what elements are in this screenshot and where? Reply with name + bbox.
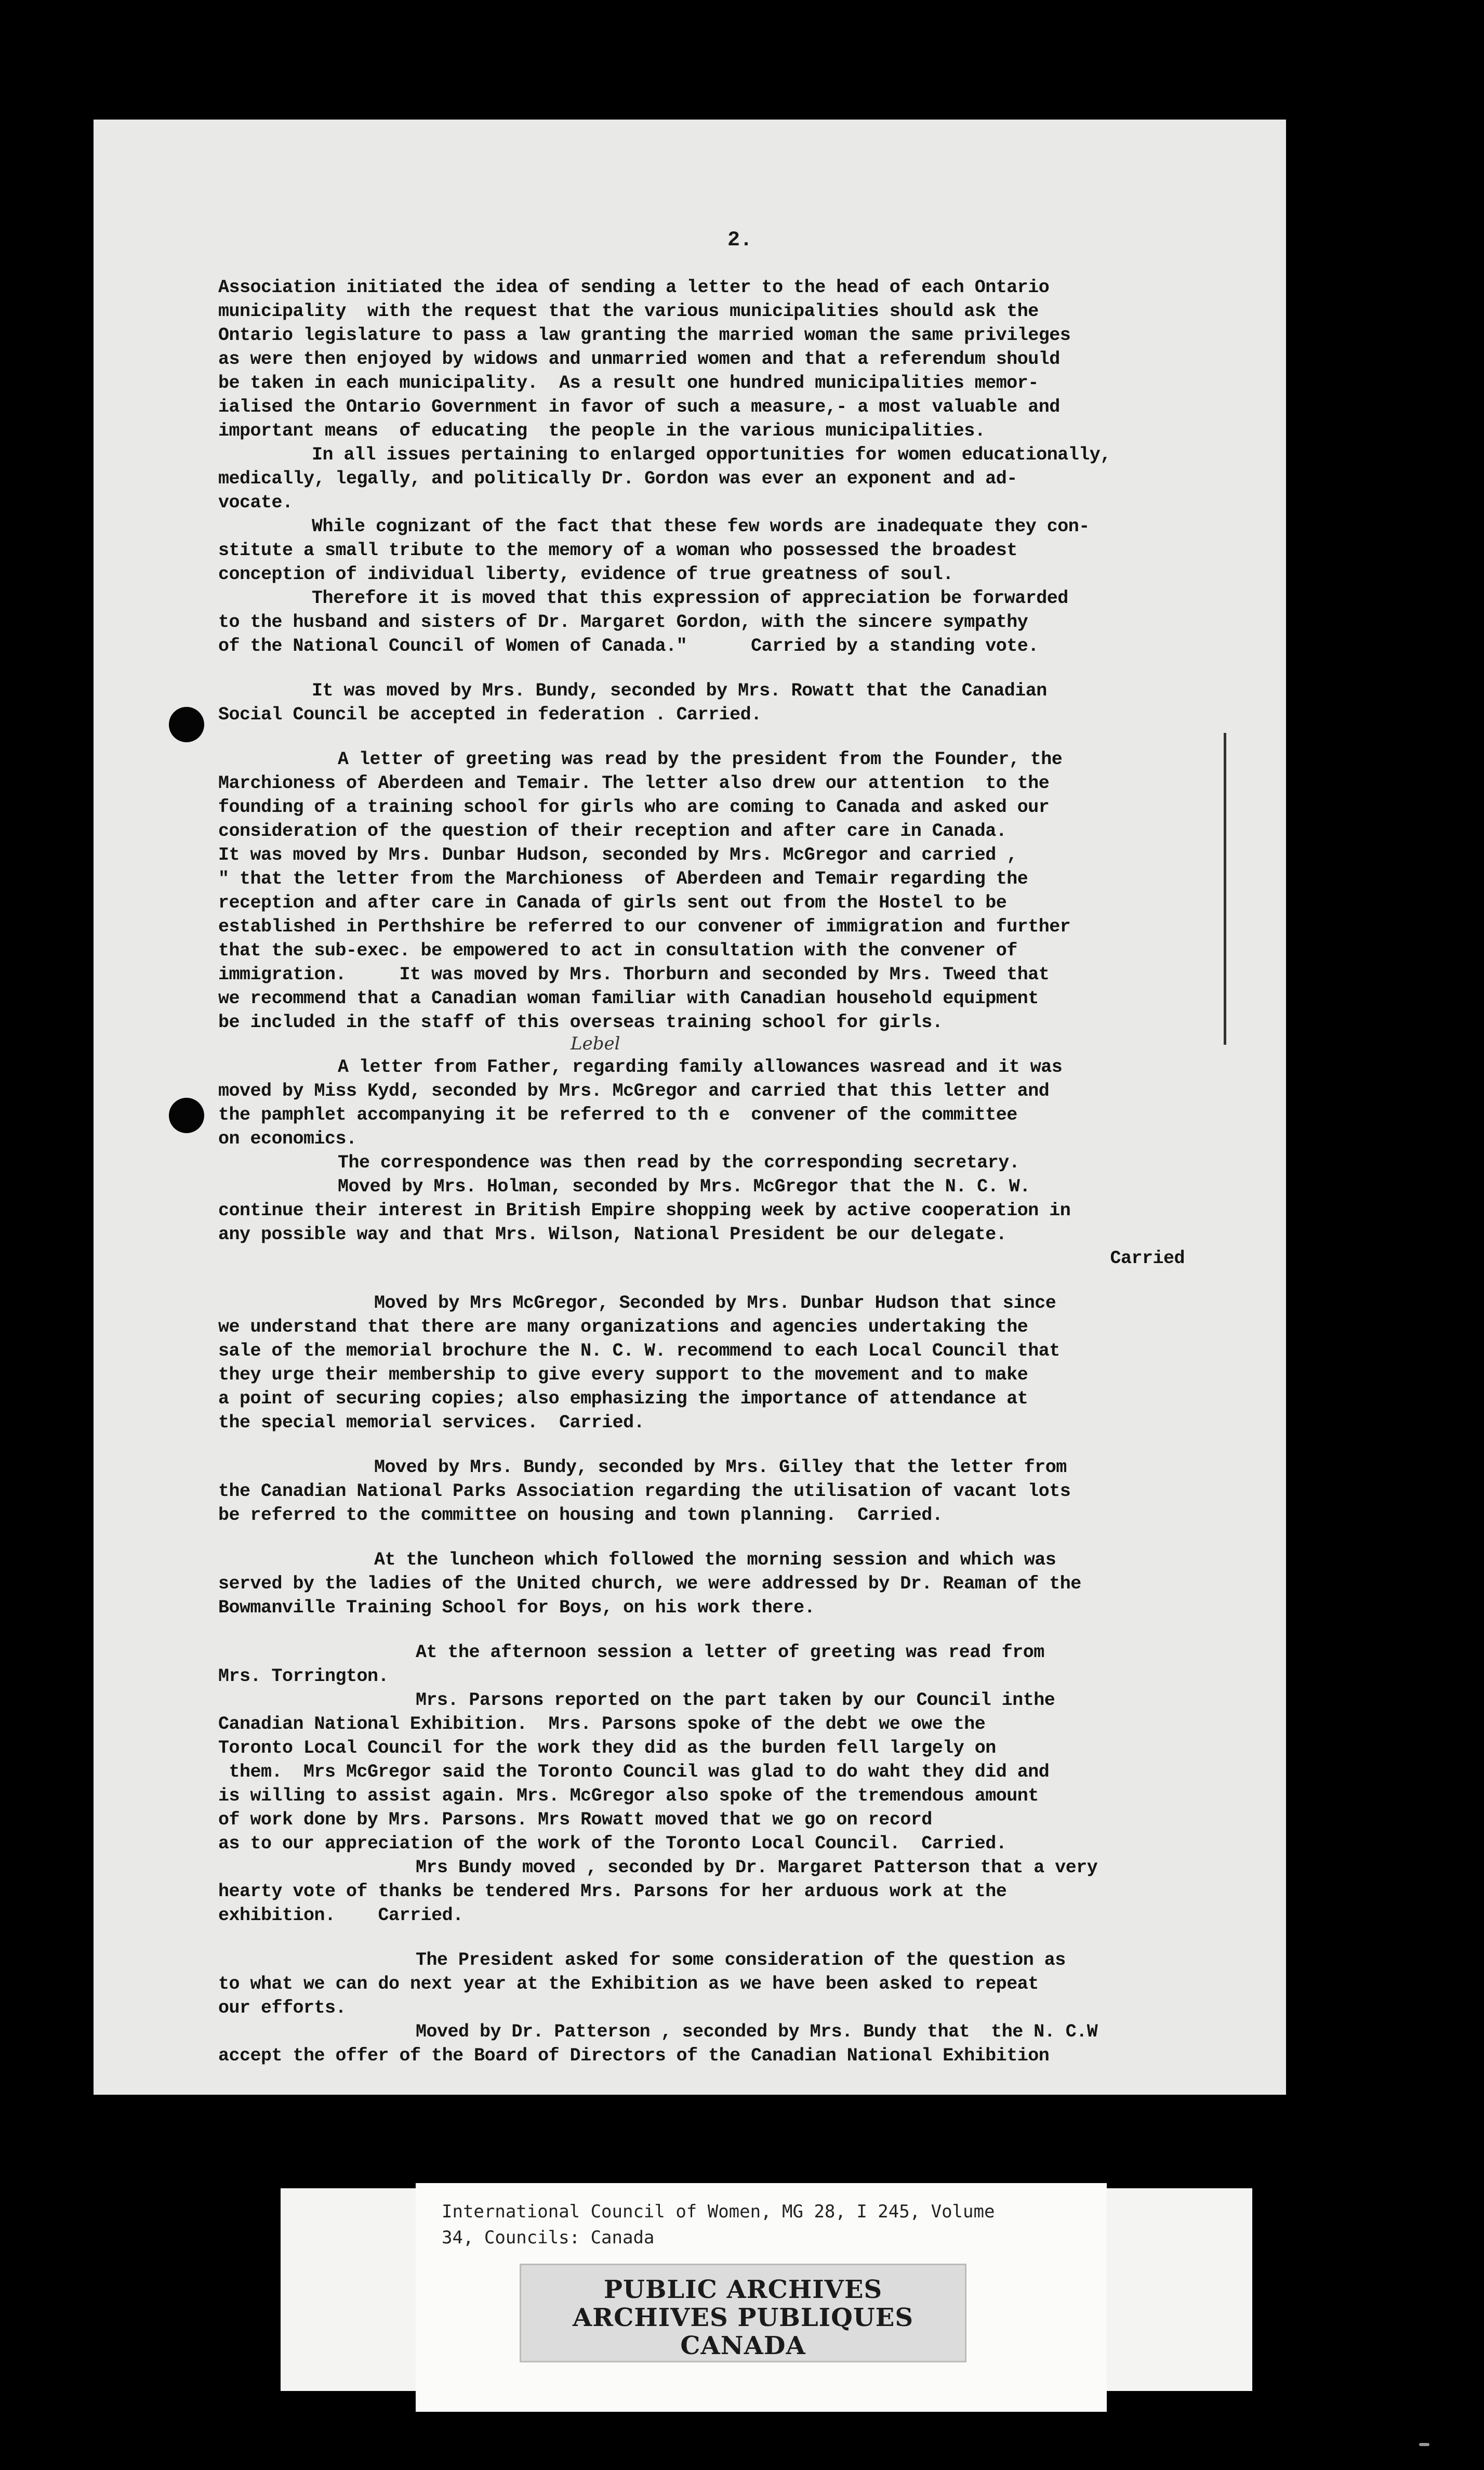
text-line: Moved by Mrs. Bundy, seconded by Mrs. Gilley that the letter from — [374, 1457, 1067, 1478]
paragraph — [218, 1948, 1195, 2068]
text-line: The correspondence was then read by the corresponding secretary. — [338, 1152, 1020, 1173]
right-margin-note: Carried — [1110, 1248, 1185, 1269]
text-line: Mrs. Parsons reported on the part taken by our Council inthe — [416, 1690, 1055, 1711]
paragraph-gap — [218, 658, 1195, 679]
text-line: While cognizant of the fact that these few words are inadequate they con- — [312, 516, 1090, 537]
paragraph — [218, 275, 1195, 658]
paragraph-gap — [218, 1927, 1195, 1948]
text-line: The President asked for some consideration of the question as — [416, 1950, 1066, 1970]
text-line: Mrs Bundy moved , seconded by Dr. Margaret Patterson that a very — [416, 1857, 1098, 1878]
text-line: In all issues pertaining to enlarged opportunities for women educationally, — [312, 444, 1111, 465]
text-line: we recommend that a Canadian woman familiar with Canadian household equipment — [218, 988, 1039, 1009]
paragraph-gap — [218, 1527, 1195, 1548]
text-line: Moved by Mrs. Holman, seconded by Mrs. McGregor that the N. C. W. — [338, 1176, 1030, 1197]
text-line: Therefore it is moved that this expression of appreciation be forwarded — [312, 588, 1068, 609]
text-line: be referred to the committee on housing and town planning. Carried. — [218, 1505, 943, 1526]
text-line: the special memorial services. Carried. — [218, 1412, 645, 1433]
stamp-line-2: ARCHIVES PUBLIQUES — [573, 2303, 913, 2332]
text-line: we understand that there are many organizations and agencies undertaking the — [218, 1317, 1028, 1337]
text-line: important means of educating the people in the various municipalities. — [218, 421, 986, 441]
stamp-line-1: PUBLIC ARCHIVES — [603, 2275, 883, 2304]
handwritten-annotation: Lebel — [571, 1033, 620, 1054]
text-line: Social Council be accepted in federation . Carried. — [218, 704, 762, 725]
text-line: Association initiated the idea of sending a letter to the head of each Ontario — [218, 277, 1050, 298]
paragraph — [218, 1055, 1195, 1270]
text-line: be taken in each municipality. As a result one hundred municipalities memor- — [218, 373, 1039, 393]
text-line: hearty vote of thanks be tendered Mrs. Parsons for her arduous work at the — [218, 1881, 1007, 1902]
paragraph — [218, 1548, 1195, 1620]
text-line: consideration of the question of their reception and after care in Canada. — [218, 821, 1007, 842]
text-line: them. Mrs McGregor said the Toronto Council was glad to do waht they did and — [218, 1762, 1050, 1782]
text-line: reception and after care in Canada of girls sent out from the Hostel to be — [218, 892, 1007, 913]
typed-minutes-text — [218, 275, 1195, 2068]
text-line: any possible way and that Mrs. Wilson, National President be our delegate. — [218, 1224, 1007, 1245]
text-line: Bowmanville Training School for Boys, on his work there. — [218, 1597, 815, 1618]
text-line: immigration. It was moved by Mrs. Thorburn and seconded by Mrs. Tweed that — [218, 964, 1050, 985]
text-line: as to our appreciation of the work of the Toronto Local Council. Carried. — [218, 1833, 1007, 1854]
paragraph — [218, 1640, 1195, 1927]
text-line: municipality with the request that the various municipalities should ask the — [218, 301, 1039, 322]
text-line: ialised the Ontario Government in favor of such a measure,- a most valuable and — [218, 397, 1060, 417]
text-line: established in Perthshire be referred to our convener of immigration and further — [218, 916, 1071, 937]
paragraph-gap — [218, 1620, 1195, 1640]
text-line: It was moved by Mrs. Dunbar Hudson, seconded by Mrs. McGregor and carried , — [218, 845, 1017, 865]
paragraph-gap — [218, 1435, 1195, 1455]
text-line: our efforts. — [218, 1998, 347, 2018]
film-speck — [1419, 2443, 1429, 2446]
page-number: 2. — [727, 229, 753, 252]
text-line: At the afternoon session a letter of greeting was read from — [416, 1642, 1044, 1663]
text-line: vocate. — [218, 492, 293, 513]
text-line: to the husband and sisters of Dr. Margaret Gordon, with the sincere sympathy — [218, 612, 1028, 633]
paragraph — [218, 1455, 1195, 1527]
citation-line-1: International Council of Women, MG 28, I 245, Volume — [442, 2201, 995, 2222]
archive-citation — [442, 2199, 1091, 2251]
text-line: moved by Miss Kydd, seconded by Mrs. McGregor and carried that this letter and — [218, 1081, 1050, 1101]
text-line: At the luncheon which followed the morning session and which was — [374, 1549, 1056, 1570]
text-line: of work done by Mrs. Parsons. Mrs Rowatt moved that we go on record — [218, 1809, 932, 1830]
text-line: on economics. — [218, 1128, 357, 1149]
text-line: " that the letter from the Marchioness of Aberdeen and Temair regarding the — [218, 869, 1028, 889]
text-line: be included in the staff of this overseas training school for girls. — [218, 1012, 943, 1033]
text-line: founding of a training school for girls who are coming to Canada and asked our — [218, 797, 1050, 818]
paragraph-gap — [218, 1034, 1195, 1055]
paragraph — [218, 747, 1195, 1034]
text-line: that the sub-exec. be empowered to act in consultation with the convener of — [218, 940, 1017, 961]
text-line: is willing to assist again. Mrs. McGregor also spoke of the tremendous amount — [218, 1785, 1039, 1806]
text-line: Marchioness of Aberdeen and Temair. The letter also drew our attention to the — [218, 773, 1050, 794]
text-line: A letter from Father, regarding family allowances wasread and it was — [338, 1057, 1063, 1078]
text-line: stitute a small tribute to the memory of a woman who possessed the broadest — [218, 540, 1017, 561]
text-line: accept the offer of the Board of Directors of the Canadian National Exhibition — [218, 2045, 1050, 2066]
text-line: served by the ladies of the United church, we were addressed by Dr. Reaman of the — [218, 1573, 1081, 1594]
text-line: Toronto Local Council for the work they did as the burden fell largely on — [218, 1738, 996, 1758]
paragraph — [218, 1291, 1195, 1435]
text-line: A letter of greeting was read by the president from the Founder, the — [338, 749, 1063, 770]
text-line: the Canadian National Parks Association regarding the utilisation of vacant lots — [218, 1481, 1071, 1502]
text-line: Moved by Mrs McGregor, Seconded by Mrs. Dunbar Hudson that since — [374, 1293, 1056, 1313]
punch-hole-icon — [169, 707, 204, 742]
paragraph-gap — [218, 727, 1195, 747]
citation-line-2: 34, Councils: Canada — [442, 2227, 655, 2248]
punch-hole-icon — [169, 1098, 204, 1133]
text-line: they urge their membership to give every support to the movement and to make — [218, 1364, 1028, 1385]
paragraph — [218, 679, 1195, 727]
text-line: sale of the memorial brochure the N. C. W. recommend to each Local Council that — [218, 1341, 1060, 1361]
paragraph-gap — [218, 1270, 1195, 1291]
text-line: continue their interest in British Empire shopping week by active cooperation in — [218, 1200, 1071, 1221]
archives-stamp — [520, 2264, 966, 2362]
text-line: exhibition. Carried. — [218, 1905, 463, 1926]
text-line: to what we can do next year at the Exhibition as we have been asked to repeat — [218, 1974, 1039, 1994]
text-line: Ontario legislature to pass a law granting the married woman the same privileges — [218, 325, 1071, 346]
text-line: Canadian National Exhibition. Mrs. Parsons spoke of the debt we owe the — [218, 1714, 986, 1735]
text-line: as were then enjoyed by widows and unmarried women and that a referendum should — [218, 349, 1060, 370]
text-line: conception of individual liberty, evidence of true greatness of soul. — [218, 564, 953, 585]
text-line: Mrs. Torrington. — [218, 1666, 389, 1687]
text-line: It was moved by Mrs. Bundy, seconded by Mrs. Rowatt that the Canadian — [312, 680, 1047, 701]
margin-mark — [1224, 733, 1226, 1045]
text-line: the pamphlet accompanying it be referred to th e convener of the committee — [218, 1105, 1017, 1125]
text-line: a point of securing copies; also emphasizing the importance of attendance at — [218, 1388, 1028, 1409]
stamp-line-3: CANADA — [680, 2331, 806, 2360]
text-line: Moved by Dr. Patterson , seconded by Mrs. Bundy that the N. C.W — [416, 2021, 1098, 2042]
text-line: of the National Council of Women of Canada." Carried by a standing vote. — [218, 636, 1039, 656]
text-line: medically, legally, and politically Dr. Gordon was ever an exponent and ad- — [218, 468, 1017, 489]
